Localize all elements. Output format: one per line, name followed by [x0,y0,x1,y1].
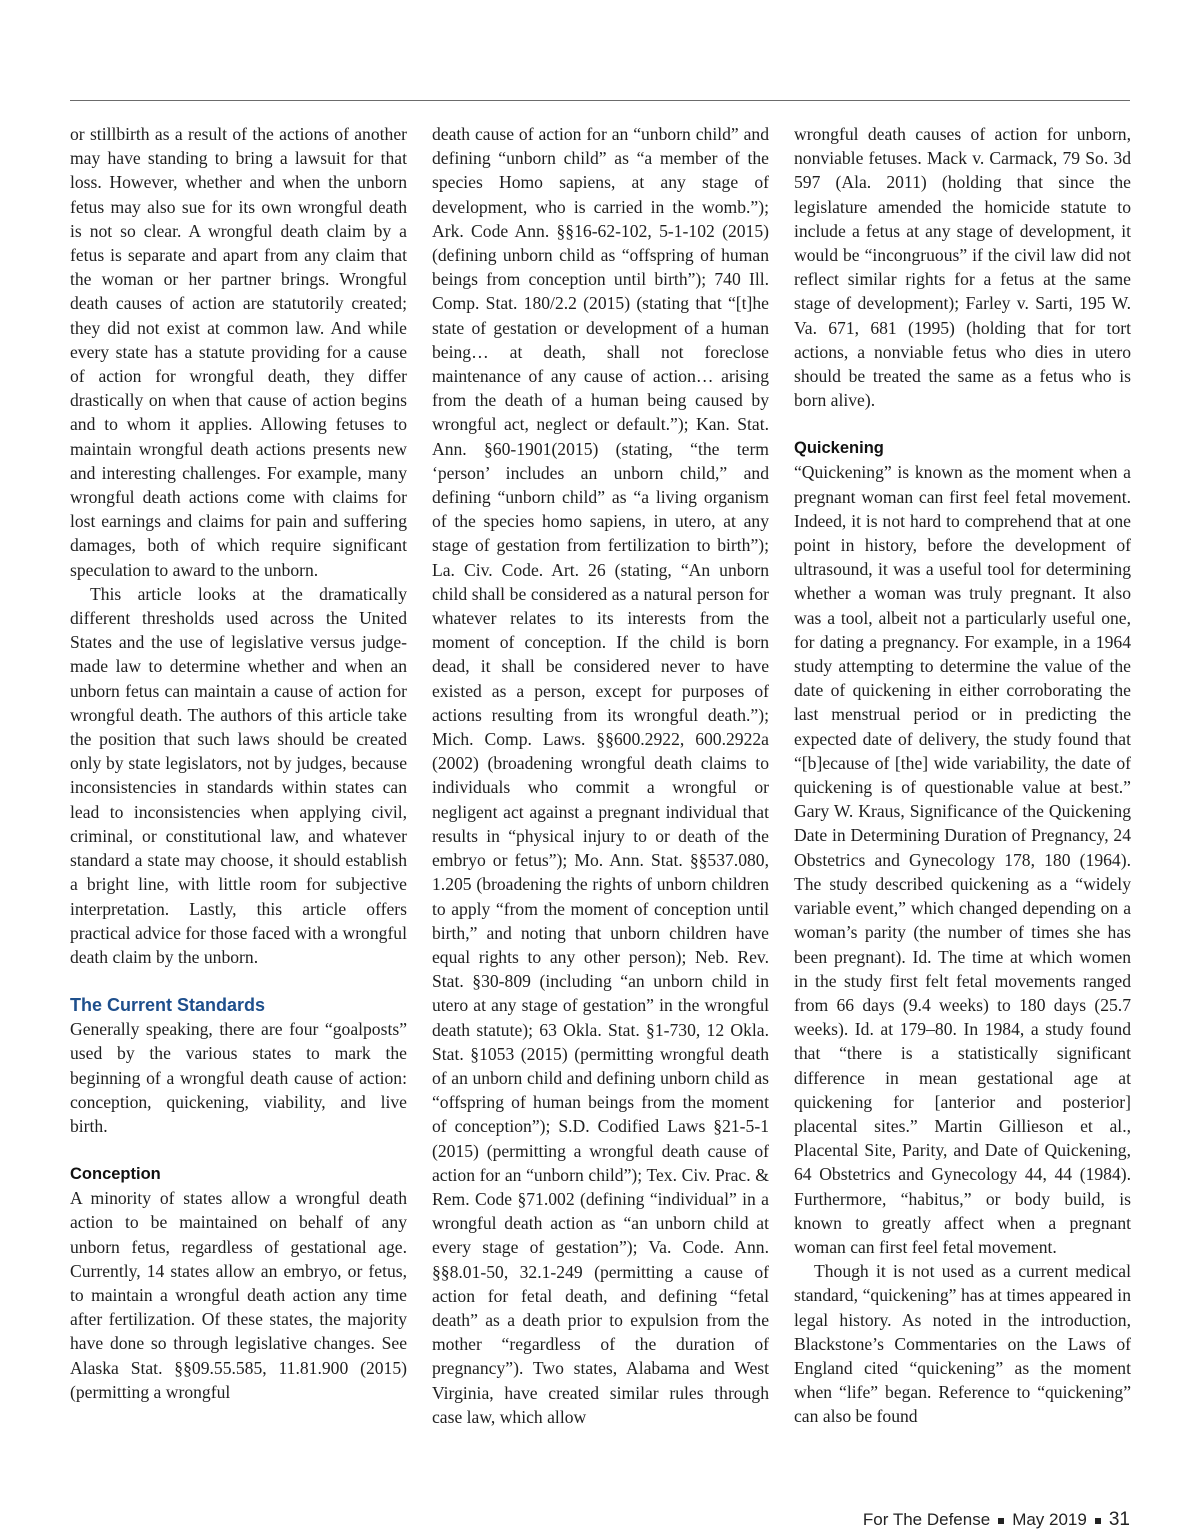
page-number: 31 [1108,1509,1130,1530]
section-heading: The Current Standards [70,995,266,1016]
bullet-separator [1095,1518,1101,1524]
paragraph: A minority of states allow a wrongful death action to be maintained on behalf of any unborn fetus, regardless of gestational age. Currently, 14 states allow an embryo, or fetus, to maintain a wrongful death action any time after fertilization. Of these states, the majority have done so through legislative changes. See Alaska Stat. §§09.55.585, 11.81.900 (2015) (permitting a wrongful [70,1188,407,1402]
paragraph: death cause of action for an “unborn child” and defining “unborn child” as “a member of the species Homo sapiens, at any stage of development, who is carried in the womb.”); Ark. Code Ann. §§16-62-102, 5-1-102 (2015) (defining unborn child as “offspring of human beings from conception until birth”); 740 Ill. Comp. Stat. 180/2.2 (2015) (stating that “[t]he state of gestation or development of a human being… at death, shall not foreclose maintenance of any cause of action… arising from the death of a human being caused by wrongful act, neglect or default.”); Kan. Stat. Ann. §60-1901(2015) (stating, “the term ‘person’ includes an unborn child,” and defining “unborn child” as “a living organism of the species homo sapiens, in utero, at any stage of gestation from fertilization to birth”); La. Civ. Code. Art. 26 (stating, “An unborn child shall be considered as a natural person for whatever relates to its interests from the moment of conception. If the child is born dead, it shall be considered never to have existed as a person, except for purposes of actions resulting from its wrongful death.”); Mich. Comp. Laws. §§600.2922, 600.2922a (2002) (broadening wrongful death claims to individuals who commit a wrongful or negligent act against a pregnant individual that results in “physical injury to or death of the embryo or fetus”); Mo. Ann. Stat. §§537.080, 1.205 (broadening the rights of unborn children to apply “from the moment of conception until birth,” and noting that unborn children have equal rights to any other person); Neb. Rev. Stat. §30-809 (including “an unborn child in utero at any stage of gestation” in the wrongful death statute); 63 Okla. Stat. §1-730, 12 Okla. Stat. §1053 (2015) (permitting wrongful death of an unborn child and defining unborn child as “offspring of human beings from the moment of conception”); S.D. Codified Laws §21-5-1 (2015) (permitting a wrongful death cause of action for an “unborn child”); Tex. Civ. Prac. & Rem. Code §71.002 (defining “individual” in a wrongful death action as “an unborn child at every stage of gestation”); Va. Code. Ann. §§8.01-50, 32.1-249 (permitting a cause of action for fetal death, and defining “fetal death” as a death prior to expulsion from the mother “regardless of the duration of pregnancy”). Two states, Alabama and West Virginia, have created similar rules through case law, which allow [432,124,769,1427]
subheading-conception: Conception [70,1165,161,1184]
paragraph: Though it is not used as a current medical standard, “quickening” has at times appeared in legal history. As noted in the introduction, Blackstone’s Commentaries on the Laws of England cited “quickening” as the moment when “life” began. Reference to “quickening” can also be found [794,1261,1131,1427]
bullet-separator [998,1518,1004,1524]
subheading-quickening: Quickening [794,439,884,458]
top-rule [70,100,1130,101]
column-2 [432,122,769,1492]
paragraph: “Quickening” is known as the moment when a pregnant woman can first feel fetal movement. Indeed, it is not hard to comprehend that at one point in history, before the development of ultrasound, it was a useful tool for determining whether a woman was truly pregnant. It also was a tool, albeit not a particularly useful one, for dating a pregnancy. For example, in a 1964 study attempting to determine the value of the date of quickening in either corroborating the last menstrual period or in predicting the expected date of delivery, the study found that “[b]ecause of [the] wide variability, the date of quickening is of questionable value at best.” Gary W. Kraus, Significance of the Quickening Date in Determining Duration of Pregnancy, 24 Obstetrics and Gynecology 178, 180 (1964). The study described quickening as a “widely variable event,” which changed depending on a woman’s parity (the number of times she has been pregnant). Id. The time at which women in the study first felt fetal movements ranged from 66 days (9.4 weeks) to 180 days (25.7 weeks). Id. at 179–80. In 1984, a study found that “there is a statistically significant difference in mean gestational age at quickening for [anterior and posterior] placental sites.” Martin Gillieson et al., Placental Site, Parity, and Date of Quickening, 64 Obstetrics and Gynecology 44, 44 (1984). Furthermore, “habitus,” or body build, is known to greatly affect when a pregnant woman can first feel fetal movement. [794,462,1131,1257]
issue-date: May 2019 [1012,1510,1087,1529]
spacer [70,969,407,993]
paragraph: or stillbirth as a result of the actions of another may have standing to bring a lawsuit for that loss. However, whether and when the unborn fetus may also sue for its own wrongful death is not so clear. A wrongful death claim by a fetus is separate and apart from any claim that the woman or her partner brings. Wrongful death causes of action are statutorily created; they did not exist at common law. And while every state has a statute providing for a cause of action for wrongful death, they differ drastically on when that cause of action begins and to whom it applies. Allowing fetuses to maintain wrongful death actions presents new and interesting challenges. For example, many wrongful death actions come with claims for lost earnings and claims for pain and suffering damages, both of which require significant speculation to award to the unborn. [70,124,407,580]
column-3 [794,122,1131,1492]
paragraph: This article looks at the dramatically different thresholds used across the United States and the use of legislative versus judge-made law to determine whether and when an unborn fetus can maintain a cause of action for wrongful death. The authors of this article take the position that such laws should be created only by state legislators, not by judges, because inconsistencies in standards within states can lead to inconsistencies when applying civil, criminal, or constitutional law, and whatever standard a state may choose, it should establish a bright line, with little room for subjective interpretation. Lastly, this article offers practical advice for those faced with a wrongful death claim by the unborn. [70,583,407,967]
publication-name: For The Defense [862,1510,991,1529]
spacer [70,1138,407,1162]
column-1 [70,122,407,1492]
spacer [794,412,1131,436]
page-footer [863,1509,1130,1531]
paragraph: wrongful death causes of action for unborn, nonviable fetuses. Mack v. Carmack, 79 So. 3d 597 (Ala. 2011) (holding that since the legislature amended the homicide statute to include a fetus at any stage of development, it would be “incongruous” if the civil law did not reflect similar rights for a fetus at the same stage of development); Farley v. Sarti, 195 W. Va. 671, 681 (1995) (holding that for tort actions, a nonviable fetus who dies in utero should be treated the same as a fetus who is born alive). [794,124,1131,411]
paragraph: Generally speaking, there are four “goalposts” used by the various states to mark the beginning of a wrongful death cause of action: conception, quickening, viability, and live birth. [70,1019,407,1136]
